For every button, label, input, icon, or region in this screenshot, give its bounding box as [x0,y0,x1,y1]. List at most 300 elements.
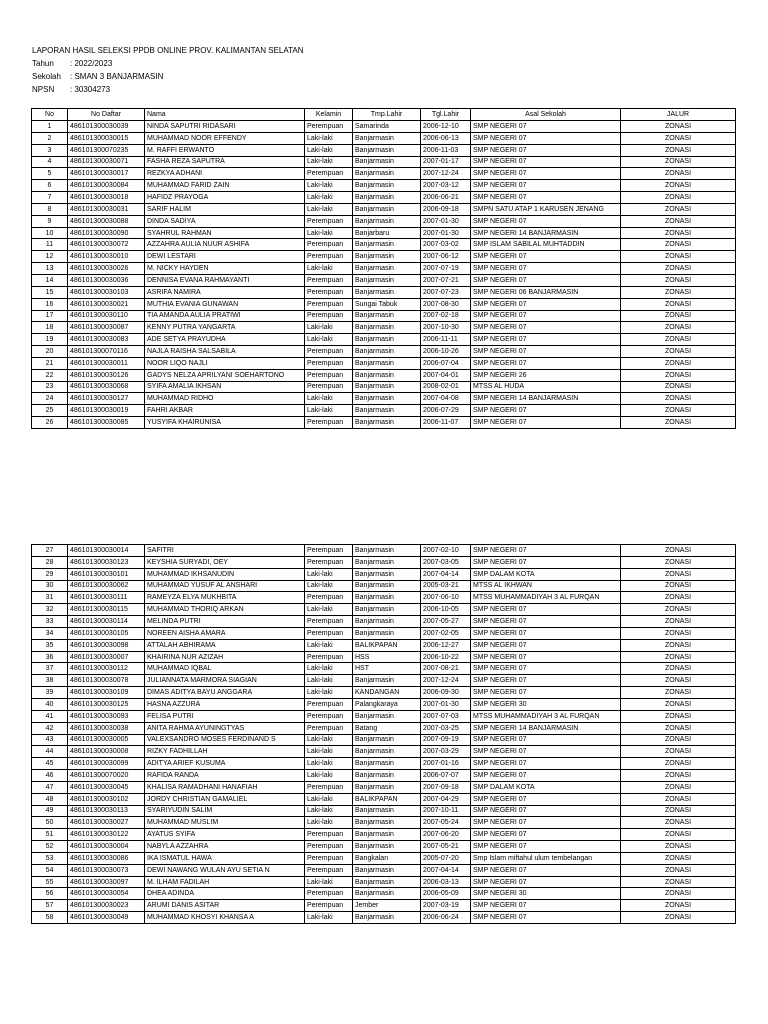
cell-no-daftar: 486101300030122 [68,829,145,841]
cell-no: 18 [32,322,68,334]
cell-nama: MUTHIA EVANIA GUNAWAN [145,298,305,310]
cell-tgl-lahir: 2007-03-02 [421,239,471,251]
cell-tmp-lahir: Banjarmasin [353,346,421,358]
cell-kelamin: Perempuan [305,900,353,912]
cell-no-daftar: 486101300030010 [68,251,145,263]
cell-kelamin: Laki-laki [305,639,353,651]
table-row [32,876,736,888]
cell-no-daftar: 486101300030019 [68,405,145,417]
cell-kelamin: Perempuan [305,381,353,393]
cell-no: 49 [32,805,68,817]
cell-tmp-lahir: Banjarmasin [353,876,421,888]
cell-no-daftar: 486101300030008 [68,746,145,758]
cell-jalur: ZONASI [621,616,736,628]
table-row [32,346,736,358]
cell-tmp-lahir: Samarinda [353,121,421,133]
cell-no-daftar: 486101300030102 [68,793,145,805]
cell-asal-sekolah: SMP NEGERI 07 [471,651,621,663]
col-header-no: No [32,109,68,121]
cell-kelamin: Perempuan [305,274,353,286]
cell-jalur: ZONASI [621,817,736,829]
cell-tmp-lahir: Banjarmasin [353,734,421,746]
cell-no-daftar: 486101300030038 [68,722,145,734]
cell-jalur: ZONASI [621,156,736,168]
cell-tgl-lahir: 2007-04-14 [421,568,471,580]
cell-jalur: ZONASI [621,781,736,793]
cell-nama: ANITA RAHMA AYUNINGTYAS [145,722,305,734]
cell-no-daftar: 486101300030083 [68,334,145,346]
cell-no: 7 [32,192,68,204]
table-row [32,215,736,227]
cell-jalur: ZONASI [621,698,736,710]
cell-nama: SYIFA AMALIA IKHSAN [145,381,305,393]
cell-no-daftar: 486101300030123 [68,556,145,568]
cell-asal-sekolah: SMP NEGERI 07 [471,912,621,924]
cell-nama: ATTALAH ABHIRAMA [145,639,305,651]
cell-tgl-lahir: 2007-12-24 [421,168,471,180]
npsn-label: NPSN [32,85,55,94]
table-row [32,675,736,687]
cell-kelamin: Laki-laki [305,604,353,616]
table-row [32,805,736,817]
cell-tmp-lahir: Banjarmasin [353,604,421,616]
table-row [32,144,736,156]
col-header-asal-sekolah: Asal Sekolah [471,109,621,121]
cell-nama: MUHAMMAD IKHSANUDIN [145,568,305,580]
cell-no-daftar: 486101300030031 [68,203,145,215]
cell-nama: SYAHRUL RAHMAN [145,227,305,239]
cell-nama: FAHRI AKBAR [145,405,305,417]
table-row [32,592,736,604]
cell-tgl-lahir: 2006-07-29 [421,405,471,417]
cell-no: 15 [32,286,68,298]
cell-asal-sekolah: SMP NEGERI 07 [471,604,621,616]
cell-tgl-lahir: 2007-05-27 [421,616,471,628]
cell-nama: MUHAMMAD KHOSYI KHANSA A [145,912,305,924]
cell-tgl-lahir: 2007-04-01 [421,369,471,381]
npsn-row [32,83,304,96]
cell-kelamin: Perempuan [305,251,353,263]
cell-nama: DEWI NAWANG WULAN AYU SETIA N [145,864,305,876]
cell-jalur: ZONASI [621,334,736,346]
cell-no-daftar: 486101300030087 [68,322,145,334]
cell-nama: VALEXSANDRO MOSES FERDINAND S [145,734,305,746]
cell-jalur: ZONASI [621,710,736,722]
cell-no: 20 [32,346,68,358]
cell-kelamin: Laki-laki [305,663,353,675]
cell-no: 51 [32,829,68,841]
cell-jalur: ZONASI [621,227,736,239]
cell-no: 55 [32,876,68,888]
cell-asal-sekolah: SMP NEGERI 07 [471,156,621,168]
table-row [32,168,736,180]
cell-asal-sekolah: SMP NEGERI 07 [471,770,621,782]
cell-asal-sekolah: SMP NEGERI 07 [471,417,621,429]
cell-nama: MUHAMMAD NOOR EFFENDY [145,132,305,144]
cell-no-daftar: 486101300030015 [68,132,145,144]
cell-jalur: ZONASI [621,180,736,192]
table-row [32,793,736,805]
cell-nama: M. RAFFI ERWANTO [145,144,305,156]
cell-nama: RAMEYZA ELYA MUKHBITA [145,592,305,604]
cell-kelamin: Laki-laki [305,805,353,817]
cell-no: 25 [32,405,68,417]
cell-nama: M. ILHAM FADILAH [145,876,305,888]
cell-nama: SAFITRI [145,545,305,557]
cell-kelamin: Perempuan [305,616,353,628]
cell-nama: YUSYIFA KHAIRUNISA [145,417,305,429]
report-header [32,44,304,96]
cell-nama: DINDA SADIYA [145,215,305,227]
cell-nama: MUHAMMAD IQBAL [145,663,305,675]
cell-tgl-lahir: 2006-10-22 [421,651,471,663]
cell-no: 37 [32,663,68,675]
cell-no-daftar: 486101300030112 [68,663,145,675]
cell-tmp-lahir: Banjarmasin [353,417,421,429]
cell-kelamin: Perempuan [305,710,353,722]
cell-tgl-lahir: 2007-03-19 [421,900,471,912]
cell-no-daftar: 486101300030090 [68,227,145,239]
cell-tgl-lahir: 2007-03-05 [421,556,471,568]
cell-nama: MUHAMMAD YUSUF AL ANSHARI [145,580,305,592]
cell-tmp-lahir: Banjarmasin [353,334,421,346]
cell-tgl-lahir: 2007-04-29 [421,793,471,805]
cell-nama: IKA ISMATUL HAWA [145,852,305,864]
cell-asal-sekolah: SMP NEGERI 07 [471,805,621,817]
cell-kelamin: Laki-laki [305,568,353,580]
cell-nama: NAJLA RAISHA SALSABILA [145,346,305,358]
cell-jalur: ZONASI [621,381,736,393]
table-row [32,227,736,239]
table-row [32,251,736,263]
cell-tmp-lahir: Banjarmasin [353,912,421,924]
cell-tmp-lahir: Banjarmasin [353,251,421,263]
cell-no: 8 [32,203,68,215]
cell-asal-sekolah: SMP NEGERI 14 BANJARMASIN [471,722,621,734]
cell-tgl-lahir: 2007-06-10 [421,592,471,604]
cell-kelamin: Laki-laki [305,793,353,805]
cell-asal-sekolah: SMP NEGERI 07 [471,192,621,204]
cell-tmp-lahir: BALIKPAPAN [353,639,421,651]
cell-jalur: ZONASI [621,286,736,298]
cell-nama: DHEA ADINDA [145,888,305,900]
cell-asal-sekolah: SMP NEGERI 07 [471,215,621,227]
cell-asal-sekolah: SMP NEGERI 07 [471,405,621,417]
table-row [32,710,736,722]
table-header-row [32,109,736,121]
cell-tmp-lahir: Banjarmasin [353,864,421,876]
cell-tgl-lahir: 2007-04-08 [421,393,471,405]
cell-nama: KHALISA RAMADHANI HANAFIAH [145,781,305,793]
cell-tgl-lahir: 2005-03-21 [421,580,471,592]
cell-asal-sekolah: SMP NEGERI 30 [471,888,621,900]
cell-tmp-lahir: Banjarmasin [353,239,421,251]
cell-no-daftar: 486101300030068 [68,381,145,393]
cell-tmp-lahir: Banjarmasin [353,263,421,275]
cell-kelamin: Laki-laki [305,817,353,829]
cell-jalur: ZONASI [621,168,736,180]
cell-kelamin: Perempuan [305,781,353,793]
cell-kelamin: Laki-laki [305,675,353,687]
cell-jalur: ZONASI [621,592,736,604]
cell-no-daftar: 486101300030115 [68,604,145,616]
cell-tgl-lahir: 2005-07-20 [421,852,471,864]
cell-no: 17 [32,310,68,322]
cell-asal-sekolah: SMP NEGERI 07 [471,545,621,557]
cell-jalur: ZONASI [621,900,736,912]
cell-tgl-lahir: 2007-04-14 [421,864,471,876]
cell-asal-sekolah: SMP DALAM KOTA [471,568,621,580]
cell-tgl-lahir: 2007-07-03 [421,710,471,722]
cell-asal-sekolah: SMP NEGERI 07 [471,793,621,805]
cell-no: 32 [32,604,68,616]
cell-no-daftar: 486101300030054 [68,888,145,900]
cell-asal-sekolah: SMP DALAM KOTA [471,781,621,793]
cell-kelamin: Laki-laki [305,912,353,924]
cell-tmp-lahir: Banjarmasin [353,369,421,381]
cell-no-daftar: 486101300030093 [68,710,145,722]
cell-no-daftar: 486101300030073 [68,864,145,876]
table-row [32,298,736,310]
cell-no: 19 [32,334,68,346]
cell-jalur: ZONASI [621,746,736,758]
cell-kelamin: Perempuan [305,215,353,227]
cell-tgl-lahir: 2006-06-21 [421,192,471,204]
cell-no: 57 [32,900,68,912]
cell-no-daftar: 486101300030126 [68,369,145,381]
cell-nama: MUHAMMAD THORIQ ARKAN [145,604,305,616]
cell-jalur: ZONASI [621,556,736,568]
cell-tgl-lahir: 2007-09-19 [421,734,471,746]
cell-tgl-lahir: 2007-03-29 [421,746,471,758]
cell-jalur: ZONASI [621,121,736,133]
table-row [32,912,736,924]
cell-jalur: ZONASI [621,417,736,429]
cell-tgl-lahir: 2007-02-05 [421,627,471,639]
table-row [32,864,736,876]
cell-kelamin: Laki-laki [305,580,353,592]
cell-nama: SYARIYUDIN SALIM [145,805,305,817]
cell-jalur: ZONASI [621,192,736,204]
cell-no-daftar: 486101300070020 [68,770,145,782]
cell-tmp-lahir: Banjarmasin [353,192,421,204]
cell-no-daftar: 486101300030039 [68,121,145,133]
table-row [32,556,736,568]
sekolah-label: Sekolah [32,72,61,81]
report-title: LAPORAN HASIL SELEKSI PPDB ONLINE PROV. KALIMANTAN SELATAN [32,46,304,55]
cell-jalur: ZONASI [621,888,736,900]
cell-no: 30 [32,580,68,592]
cell-no-daftar: 486101300030036 [68,274,145,286]
cell-nama: ARUMI DANIS ASITAR [145,900,305,912]
cell-tmp-lahir: KANDANGAN [353,687,421,699]
cell-nama: FELISA PUTRI [145,710,305,722]
cell-asal-sekolah: SMP NEGERI 07 [471,817,621,829]
table-row [32,156,736,168]
cell-tmp-lahir: Palangkaraya [353,698,421,710]
cell-tmp-lahir: Banjarmasin [353,405,421,417]
npsn-value: : 30304273 [70,85,111,94]
table-row [32,369,736,381]
cell-no: 14 [32,274,68,286]
cell-nama: KENNY PUTRA YANGARTA [145,322,305,334]
tahun-row [32,57,304,70]
cell-nama: TIA AMANDA AULIA PRATIWI [145,310,305,322]
cell-tmp-lahir: Banjarmasin [353,888,421,900]
cell-asal-sekolah: SMP NEGERI 26 [471,369,621,381]
table-row [32,334,736,346]
table-row [32,393,736,405]
cell-jalur: ZONASI [621,132,736,144]
table-row [32,888,736,900]
cell-tgl-lahir: 2007-09-18 [421,781,471,793]
cell-tgl-lahir: 2006-07-04 [421,357,471,369]
table-row [32,852,736,864]
cell-jalur: ZONASI [621,864,736,876]
cell-tgl-lahir: 2007-10-30 [421,322,471,334]
cell-tmp-lahir: Banjarbaru [353,227,421,239]
cell-no-daftar: 486101300030101 [68,568,145,580]
cell-asal-sekolah: MTSS AL HUDA [471,381,621,393]
cell-no: 27 [32,545,68,557]
tahun-value: : 2022/2023 [70,59,113,68]
cell-no-daftar: 486101300030098 [68,639,145,651]
cell-asal-sekolah: SMP NEGERI 07 [471,263,621,275]
cell-tgl-lahir: 2006-11-07 [421,417,471,429]
table-row [32,900,736,912]
cell-nama: SARIF HALIM [145,203,305,215]
cell-asal-sekolah: SMP NEGERI 07 [471,310,621,322]
cell-no: 40 [32,698,68,710]
cell-no-daftar: 486101300030018 [68,192,145,204]
table-row [32,639,736,651]
cell-tgl-lahir: 2007-10-11 [421,805,471,817]
cell-no: 31 [32,592,68,604]
cell-no-daftar: 486101300030113 [68,805,145,817]
cell-tmp-lahir: Banjarmasin [353,545,421,557]
cell-kelamin: Perempuan [305,121,353,133]
cell-tmp-lahir: Banjarmasin [353,215,421,227]
cell-jalur: ZONASI [621,734,736,746]
cell-nama: ASRIFA NAMIRA [145,286,305,298]
col-header-kelamin: Kelamin [305,109,353,121]
cell-tmp-lahir: Banjarmasin [353,357,421,369]
cell-no-daftar: 486101300030005 [68,734,145,746]
cell-jalur: ZONASI [621,675,736,687]
cell-asal-sekolah: SMP NEGERI 07 [471,251,621,263]
cell-nama: RAFIDA RANDA [145,770,305,782]
cell-tmp-lahir: Banjarmasin [353,556,421,568]
cell-nama: REZKYA ADHANI [145,168,305,180]
col-header-tgl-lahir: Tgl.Lahir [421,109,471,121]
cell-kelamin: Laki-laki [305,758,353,770]
cell-nama: RIZKY FADHILLAH [145,746,305,758]
cell-no-daftar: 486101300030026 [68,263,145,275]
cell-kelamin: Laki-laki [305,263,353,275]
cell-no: 48 [32,793,68,805]
cell-tmp-lahir: Banjarmasin [353,616,421,628]
cell-kelamin: Perempuan [305,298,353,310]
cell-tmp-lahir: Sungai Tabuk [353,298,421,310]
cell-asal-sekolah: SMP NEGERI 07 [471,274,621,286]
cell-tmp-lahir: Banjarmasin [353,132,421,144]
cell-asal-sekolah: SMP NEGERI 07 [471,298,621,310]
cell-nama: JORDY CHRISTIAN GAMALIEL [145,793,305,805]
cell-asal-sekolah: SMP NEGERI 07 [471,900,621,912]
cell-jalur: ZONASI [621,545,736,557]
cell-nama: AYATUS SYIFA [145,829,305,841]
cell-nama: FASHA REZA SAPUTRA [145,156,305,168]
cell-tgl-lahir: 2007-05-24 [421,817,471,829]
cell-kelamin: Laki-laki [305,734,353,746]
cell-tgl-lahir: 2007-12-24 [421,675,471,687]
table-row [32,829,736,841]
cell-tgl-lahir: 2007-06-20 [421,829,471,841]
table-row [32,616,736,628]
cell-asal-sekolah: SMP NEGERI 07 [471,627,621,639]
table-row [32,746,736,758]
cell-jalur: ZONASI [621,663,736,675]
cell-kelamin: Perempuan [305,864,353,876]
cell-no-daftar: 486101300030049 [68,912,145,924]
table-row [32,651,736,663]
cell-kelamin: Perempuan [305,310,353,322]
cell-no-daftar: 486101300030084 [68,180,145,192]
cell-no: 58 [32,912,68,924]
tahun-label: Tahun [32,59,54,68]
cell-asal-sekolah: SMP NEGERI 07 [471,616,621,628]
cell-tgl-lahir: 2007-07-23 [421,286,471,298]
cell-no-daftar: 486101300030017 [68,168,145,180]
cell-no: 41 [32,710,68,722]
cell-no-daftar: 486101300030021 [68,298,145,310]
cell-no-daftar: 486101300030045 [68,781,145,793]
cell-kelamin: Perempuan [305,417,353,429]
cell-tgl-lahir: 2006-10-05 [421,604,471,616]
cell-asal-sekolah: SMP NEGERI 07 [471,334,621,346]
cell-jalur: ZONASI [621,310,736,322]
cell-kelamin: Perempuan [305,556,353,568]
cell-nama: DIMAS ADITYA BAYU ANGGARA [145,687,305,699]
cell-tgl-lahir: 2006-12-10 [421,121,471,133]
cell-no: 24 [32,393,68,405]
selection-table-part-1 [31,108,736,429]
cell-no-daftar: 486101300030062 [68,580,145,592]
cell-asal-sekolah: SMP NEGERI 06 BANJARMASIN [471,286,621,298]
cell-kelamin: Perempuan [305,829,353,841]
cell-jalur: ZONASI [621,722,736,734]
cell-jalur: ZONASI [621,687,736,699]
cell-nama: MUHAMMAD FARID ZAIN [145,180,305,192]
table-row [32,274,736,286]
cell-jalur: ZONASI [621,346,736,358]
cell-no: 10 [32,227,68,239]
sekolah-value: : SMAN 3 BANJARMASIN [70,72,164,81]
cell-no: 44 [32,746,68,758]
cell-asal-sekolah: SMP NEGERI 07 [471,876,621,888]
cell-no: 28 [32,556,68,568]
cell-jalur: ZONASI [621,841,736,853]
cell-jalur: ZONASI [621,639,736,651]
cell-jalur: ZONASI [621,239,736,251]
cell-kelamin: Perempuan [305,722,353,734]
cell-nama: HASNA AZZURA [145,698,305,710]
cell-asal-sekolah: SMP NEGERI 07 [471,746,621,758]
cell-no: 1 [32,121,68,133]
table-row [32,627,736,639]
col-header-no-daftar: No Daftar [68,109,145,121]
cell-kelamin: Laki-laki [305,192,353,204]
